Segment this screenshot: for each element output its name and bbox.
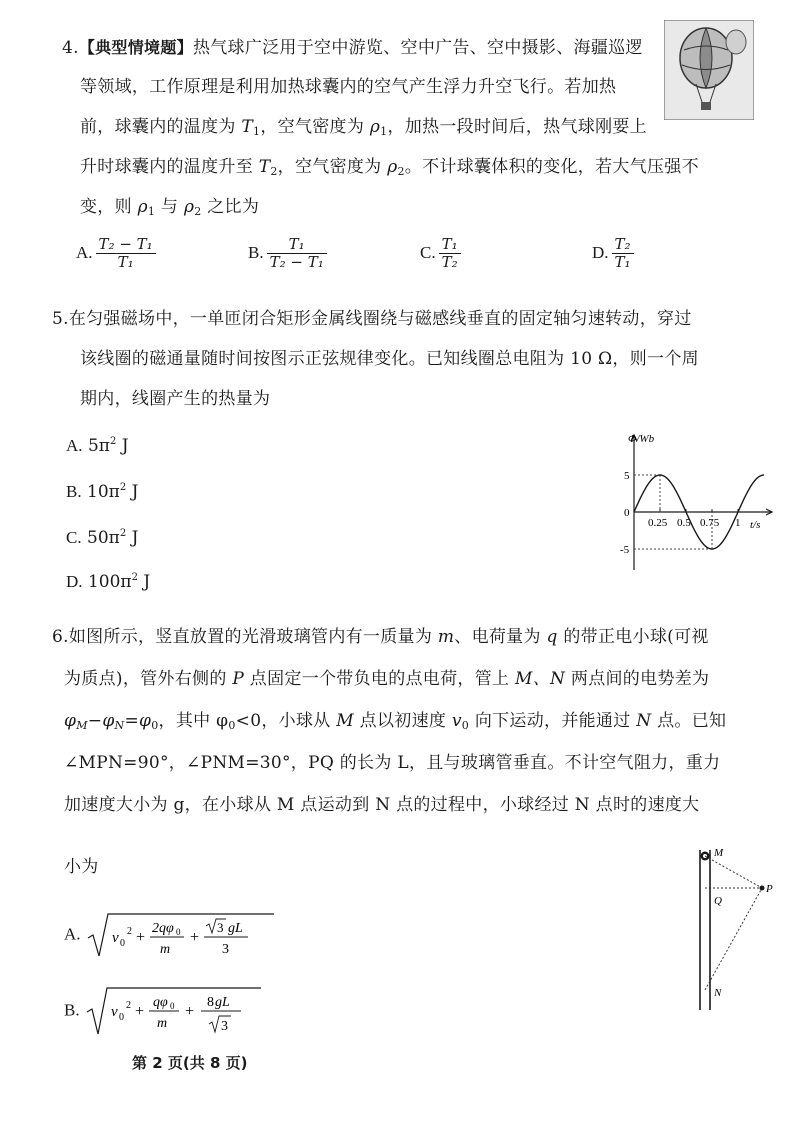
- q6-option-b[interactable]: B. v 0 2 + qφ 0 m + 8 gL 3: [64, 984, 275, 1038]
- y-axis-label: Φ/Wb: [628, 433, 655, 445]
- q5-option-a[interactable]: A. $5\pi^2$ J: [66, 436, 129, 456]
- flux-time-chart: [596, 430, 776, 580]
- x-tick-label: 1: [735, 517, 741, 529]
- q6-option-b-formula: [85, 984, 275, 1038]
- svg-text:v: v: [111, 1004, 118, 1020]
- svg-text:0: 0: [170, 1001, 175, 1011]
- label-m: M: [714, 847, 724, 859]
- svg-text:8: 8: [207, 995, 214, 1010]
- svg-text:gL: gL: [215, 995, 230, 1010]
- svg-text:m: m: [157, 1016, 168, 1031]
- label-n: N: [714, 987, 722, 999]
- svg-text:v: v: [111, 930, 119, 946]
- q4-number: 4.: [62, 38, 79, 58]
- hot-air-balloon-image: [664, 20, 754, 120]
- svg-text:3: 3: [221, 1019, 228, 1034]
- svg-text:gL: gL: [227, 921, 243, 936]
- y-tick-label: -5: [620, 544, 630, 556]
- q4-line2: 等领域，工作原理是利用加热球囊内的空气产生浮力升空飞行。若加热: [80, 77, 617, 97]
- svg-text:3: 3: [221, 942, 229, 957]
- q4-line5: 变，则 $\rho_1$ 与 $\rho_2$ 之比为: [80, 197, 260, 218]
- q6-line4: ∠MPN=90°，∠PNM=30°，PQ 的长为 L，且与玻璃管垂直。不计空气阻力，重力: [64, 753, 721, 773]
- q6-line3: $\varphi_M-\varphi_N=\varphi_0$，其中 $\varphi_0<0$，小球从 M 点以初速度 $v_0$ 向下运动，并能通过 N 点。已知: [64, 711, 727, 732]
- q4-tag: 【典型情境题】: [78, 38, 193, 57]
- q4-option-c[interactable]: C. $\frac{\text{T₁}}{\text{T₂}}$: [420, 236, 464, 271]
- svg-text:qφ: qφ: [153, 995, 168, 1010]
- y-tick-label: 0: [624, 507, 630, 519]
- svg-text:0: 0: [175, 927, 181, 937]
- svg-text:+: +: [189, 929, 199, 946]
- q4-line4: 升时球囊内的温度升至 $T_2$，空气密度为 $\rho_2$。不计球囊体积的变化，若大气压强不: [80, 157, 699, 178]
- svg-text:2: 2: [126, 1000, 131, 1011]
- svg-text:3: 3: [216, 920, 224, 935]
- svg-text:0: 0: [119, 938, 125, 949]
- q6-option-a-formula: [86, 910, 276, 960]
- x-tick-label: 0.25: [648, 517, 668, 529]
- x-tick-label: 0.75: [700, 517, 720, 529]
- q4-line3: 前，球囊内的温度为 $T_1$，空气密度为 $\rho_1$，加热一段时间后，热气球刚要上: [80, 117, 647, 138]
- q4-line1: 4.【典型情境题】热气球广泛用于空中游览、空中广告、空中摄影、海疆巡逻: [62, 38, 643, 58]
- q6-line1: 6.如图所示，竖直放置的光滑玻璃管内有一质量为 m、电荷量为 q 的带正电小球(可视: [52, 627, 709, 647]
- x-axis-label: t/s: [750, 519, 761, 531]
- svg-text:2qφ: 2qφ: [151, 921, 174, 936]
- label-p: P: [766, 883, 773, 895]
- q6-line6: 小为: [64, 857, 99, 877]
- svg-text:2: 2: [126, 926, 132, 937]
- q5-line1: 5.在匀强磁场中，一单匝闭合矩形金属线圈绕与磁感线垂直的固定轴匀速转动，穿过: [52, 309, 692, 329]
- q5-line2: 该线圈的磁通量随时间按图示正弦规律变化。已知线圈总电阻为 10 Ω，则一个周: [80, 349, 699, 369]
- q5-option-c[interactable]: C. $50\pi^2$ J: [66, 528, 139, 548]
- q4-option-d[interactable]: D. $\frac{\text{T₂}}{\text{T₁}}$: [592, 236, 637, 271]
- label-q: Q: [714, 895, 722, 907]
- svg-text:+: +: [135, 1003, 145, 1020]
- q6-option-a[interactable]: A. v 0 2 + 2qφ 0 m + 3 gL 3: [64, 910, 276, 960]
- q6-line2: 为质点)，管外右侧的 P 点固定一个带负电的点电荷，管上 M、N 两点间的电势差为: [64, 669, 710, 689]
- y-tick-label: 5: [624, 470, 630, 482]
- q5-line3: 期内，线圈产生的热量为: [80, 389, 271, 409]
- svg-text:0: 0: [119, 1012, 124, 1023]
- svg-text:m: m: [159, 942, 171, 957]
- q4-option-a[interactable]: A. $\frac{\text{T₂ − T₁}}{\text{T₁}}$: [76, 236, 159, 271]
- q4-option-b[interactable]: B. $\frac{\text{T₁}}{\text{T₂ − T₁}}$: [248, 236, 330, 271]
- tube-charge-diagram: [690, 842, 790, 1012]
- q6-line5: 加速度大小为 g，在小球从 M 点运动到 N 点的过程中，小球经过 N 点时的速度大: [64, 795, 700, 815]
- svg-text:+: +: [135, 929, 145, 946]
- svg-text:+: +: [185, 1003, 195, 1020]
- q5-option-d[interactable]: D. $100\pi^2$ J: [66, 572, 151, 592]
- page-footer: 第 2 页(共 8 页): [132, 1054, 248, 1072]
- q5-option-b[interactable]: B. $10\pi^2$ J: [66, 482, 139, 502]
- x-tick-label: 0.5: [677, 517, 691, 529]
